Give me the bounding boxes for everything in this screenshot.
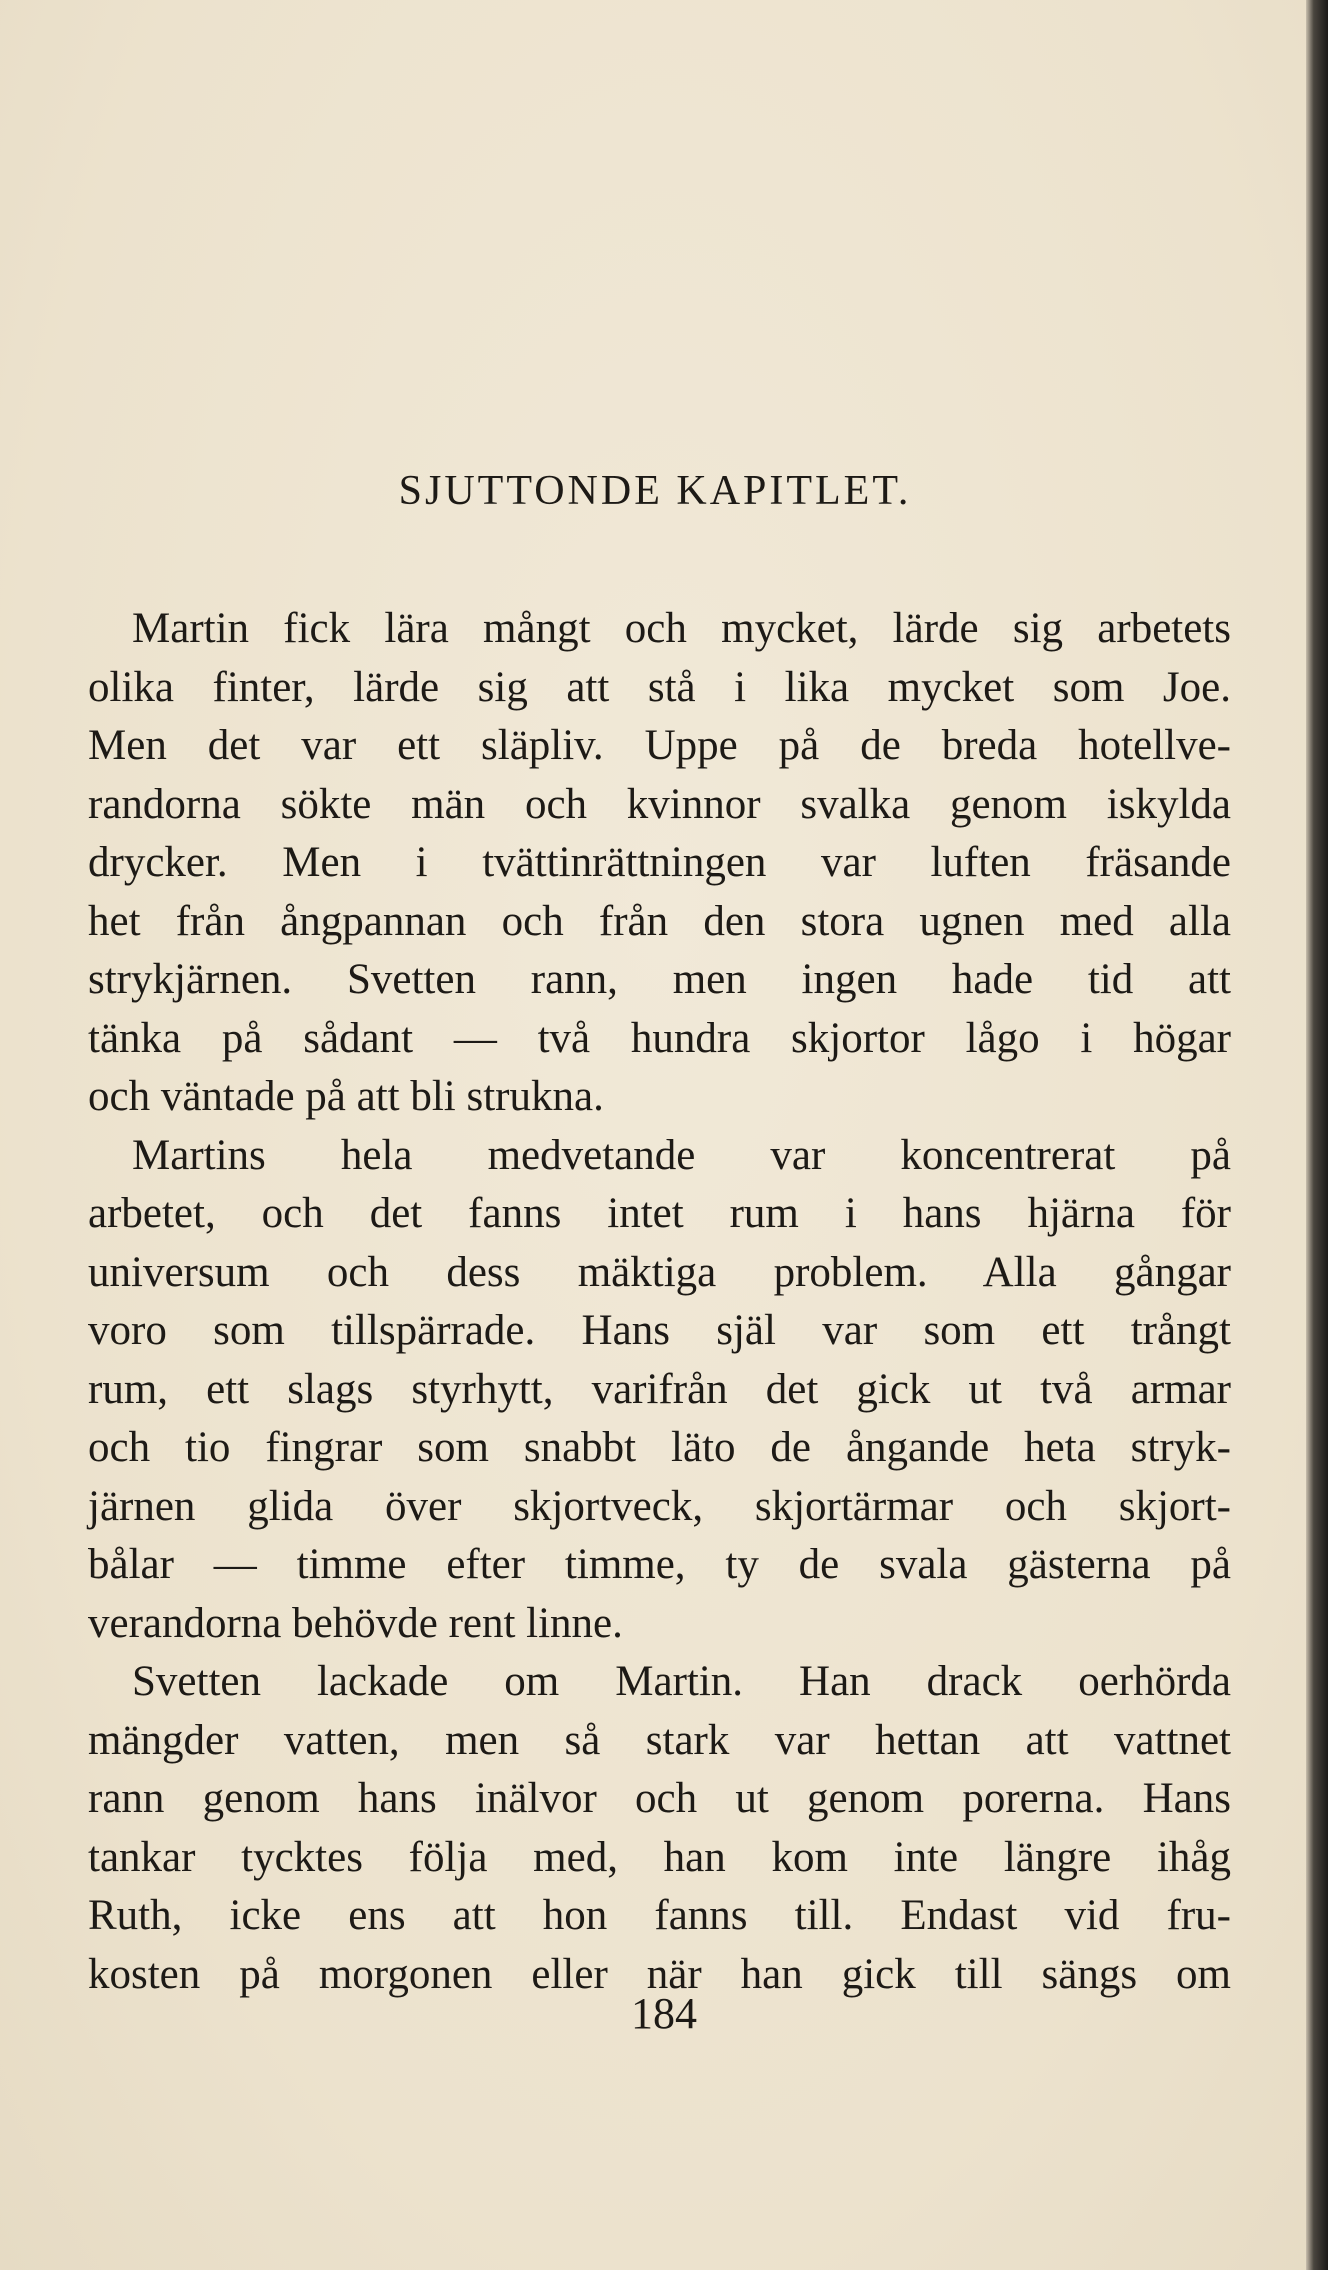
text-line: strykjärnen. Svetten rann, men ingen hade tid att: [88, 956, 1231, 1003]
text-line: Martins hela medvetande var koncentrerat på: [132, 1131, 1231, 1179]
text-line: voro som tillspärrade. Hans själ var som ett trångt: [88, 1307, 1231, 1354]
text-line: järnen glida över skjortveck, skjortärmar och skjort-: [88, 1482, 1231, 1530]
text-line: bålar — timme efter timme, ty de svala gästerna på: [88, 1541, 1231, 1588]
text-line: kosten på morgonen eller när han gick till sängs om: [88, 1950, 1231, 1998]
text-line: Martin fick lära mångt och mycket, lärde sig arbetets: [132, 605, 1231, 652]
text-line: Ruth, icke ens att hon fanns till. Endast vid fru-: [88, 1892, 1231, 1939]
page-edge-shadow: [1306, 0, 1328, 2270]
chapter-heading-text: SJUTTONDE KAPITLET.: [398, 468, 912, 514]
text-line: och tio fingrar som snabbt läto de ångande heta stryk-: [88, 1424, 1231, 1471]
text-line: randorna sökte män och kvinnor svalka genom iskylda: [88, 780, 1231, 828]
text-line: tänka på sådant — två hundra skjortor lågo i högar: [88, 1014, 1231, 1062]
text-line: och väntade på att bli strukna.: [88, 1073, 604, 1120]
text-line: drycker. Men i tvättinrättningen var luften fräsande: [88, 839, 1231, 886]
text-line: verandorna behövde rent linne.: [88, 1599, 623, 1647]
text-line: olika finter, lärde sig att stå i lika mycket som Joe.: [88, 663, 1231, 711]
text-line: universum och dess mäktiga problem. Alla gångar: [88, 1248, 1231, 1296]
text-line: rann genom hans inälvor och ut genom porerna. Hans: [88, 1775, 1231, 1822]
chapter-heading: [0, 470, 1328, 512]
paragraph-3: [88, 1653, 1231, 2004]
body-text: [88, 600, 1231, 2004]
text-line: Men det var ett släpliv. Uppe på de breda hotellve-: [88, 722, 1231, 769]
text-line: arbetet, och det fanns intet rum i hans hjärna för: [88, 1190, 1231, 1237]
paragraph-2: [88, 1127, 1231, 1654]
paragraph-1: [88, 600, 1231, 1127]
text-line: mängder vatten, men så stark var hettan att vattnet: [88, 1716, 1231, 1764]
text-line: rum, ett slags styrhytt, varifrån det gick ut två armar: [88, 1365, 1231, 1413]
text-line: het från ångpannan och från den stora ugnen med alla: [88, 897, 1231, 945]
text-line: Svetten lackade om Martin. Han drack oerhörda: [132, 1658, 1231, 1705]
page-number: 184: [631, 1989, 697, 2038]
text-line: tankar tycktes följa med, han kom inte längre ihåg: [88, 1833, 1231, 1881]
